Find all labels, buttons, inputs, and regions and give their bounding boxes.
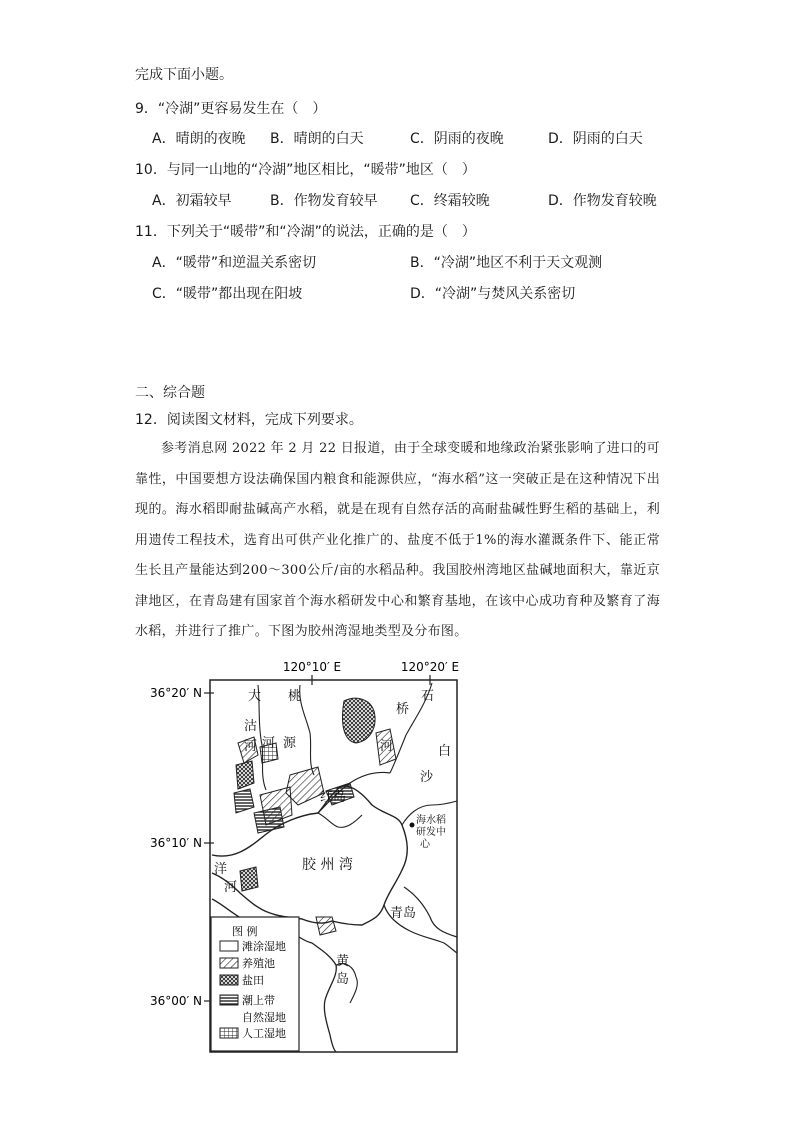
intro-text: 完成下面小题。: [135, 67, 233, 83]
section-heading: 二、综合题: [135, 385, 205, 401]
q9-option-d: D．阴雨的白天: [548, 131, 643, 147]
lat-label-1: 36°20′ N: [149, 686, 202, 700]
label-dagu-3: 河: [244, 739, 258, 754]
q12-passage: [135, 434, 660, 648]
q10-option-c: C．终霜较晚: [410, 193, 490, 209]
lat-label-2: 36°10′ N: [149, 836, 202, 850]
q10-stem: 10．与同一山地的“冷湖”地区相比，“暖带”地区（ ）: [135, 162, 476, 178]
label-huangdao-2: 岛: [336, 972, 350, 987]
label-taoyuan-3: 源: [283, 736, 297, 751]
q9-option-a: A．晴朗的夜晚: [152, 131, 246, 147]
q10-option-a: A．初霜较早: [152, 193, 232, 209]
label-center-1: 海水稻: [416, 815, 446, 826]
jiaozhou-bay-wetland-map: [140, 655, 470, 1065]
label-huangdao-1: 黄: [336, 954, 350, 969]
label-baisha-1: 白: [438, 744, 452, 759]
legend-item-2: 养殖池: [242, 957, 275, 970]
label-qingdao: 青岛: [390, 906, 417, 921]
label-dagu-2: 沽: [244, 719, 258, 734]
q9-option-c: C．阴雨的夜晚: [410, 131, 504, 147]
label-center-2: 研发中: [416, 827, 446, 838]
legend-item-5: 自然湿地: [242, 1011, 286, 1024]
q11-option-b: B．“冷湖”地区不利于天文观测: [410, 255, 603, 271]
q11-option-d: D．“冷湖”与焚风关系密切: [410, 286, 576, 302]
label-yanghe-2: 河: [224, 880, 238, 895]
q9-option-b: B．晴朗的白天: [270, 131, 364, 147]
legend-item-3: 盐田: [242, 974, 264, 987]
label-shiqiao-3: 河: [380, 739, 394, 754]
lon-label-2: 120°20′ E: [400, 660, 460, 674]
label-yanghe-1: 洋: [214, 862, 228, 877]
q11-option-c: C．“暖带”都出现在阳坡: [152, 286, 303, 302]
passage-text: 参考消息网 2022 年 2 月 22 日报道，由于全球变暖和地缘政治紧张影响了进口的可靠性，中国要想方设法确保国内粮食和能源供应，“海水稻”这一突破正是在这种情况下出现的。海水稻即耐盐碱高产水稻，就是在现有自然存活的高耐盐碱性野生稻的基础上，利用遗传工程技术，选育出可供产业化推广的、盐度不低于1%的海水灌溉条件下、能正常生长且产量能达到200～300公斤/亩的水稻品种。我国胶州湾地区盐碱地面积大，靠近京津地区，在青岛建有国家首个海水稻研发中心和繁育基地，在该中心成功育种及繁育了海水稻，并进行了推广。下图为胶州湾湿地类型及分布图。: [135, 441, 660, 639]
label-baisha-2: 沙: [420, 770, 434, 785]
label-dagu-1: 大: [248, 689, 262, 704]
q9-stem: 9．“冷湖”更容易发生在（ ）: [135, 101, 327, 117]
q10-option-d: D．作物发育较晚: [548, 193, 657, 209]
q10-option-b: B．作物发育较早: [270, 193, 378, 209]
research-center-marker: [410, 823, 415, 828]
q12-stem: 12．阅读图文材料，完成下列要求。: [135, 412, 363, 428]
legend-item-6: 人工湿地: [242, 1027, 286, 1040]
label-center-3: 心: [420, 839, 430, 850]
legend-item-1: 滩涂湿地: [242, 940, 286, 953]
legend-item-4: 潮上带: [242, 994, 275, 1007]
legend-title: 图 例: [232, 925, 258, 938]
q11-option-a: A．“暖带”和逆温关系密切: [152, 255, 317, 271]
label-jiaozhou-bay: 胶 州 湾: [302, 857, 353, 873]
map-legend: [211, 917, 299, 1051]
label-taoyuan-2: 河: [262, 736, 276, 751]
lon-label-1: 120°10′ E: [282, 660, 342, 674]
label-hongdao: 红岛: [320, 790, 347, 805]
label-shiqiao-2: 石: [421, 689, 435, 704]
q11-stem: 11．下列关于“暖带”和“冷湖”的说法，正确的是（ ）: [135, 224, 476, 240]
lat-label-3: 36°00′ N: [149, 994, 202, 1008]
label-shiqiao-1: 桥: [396, 702, 410, 717]
label-taoyuan-1: 桃: [288, 689, 302, 704]
